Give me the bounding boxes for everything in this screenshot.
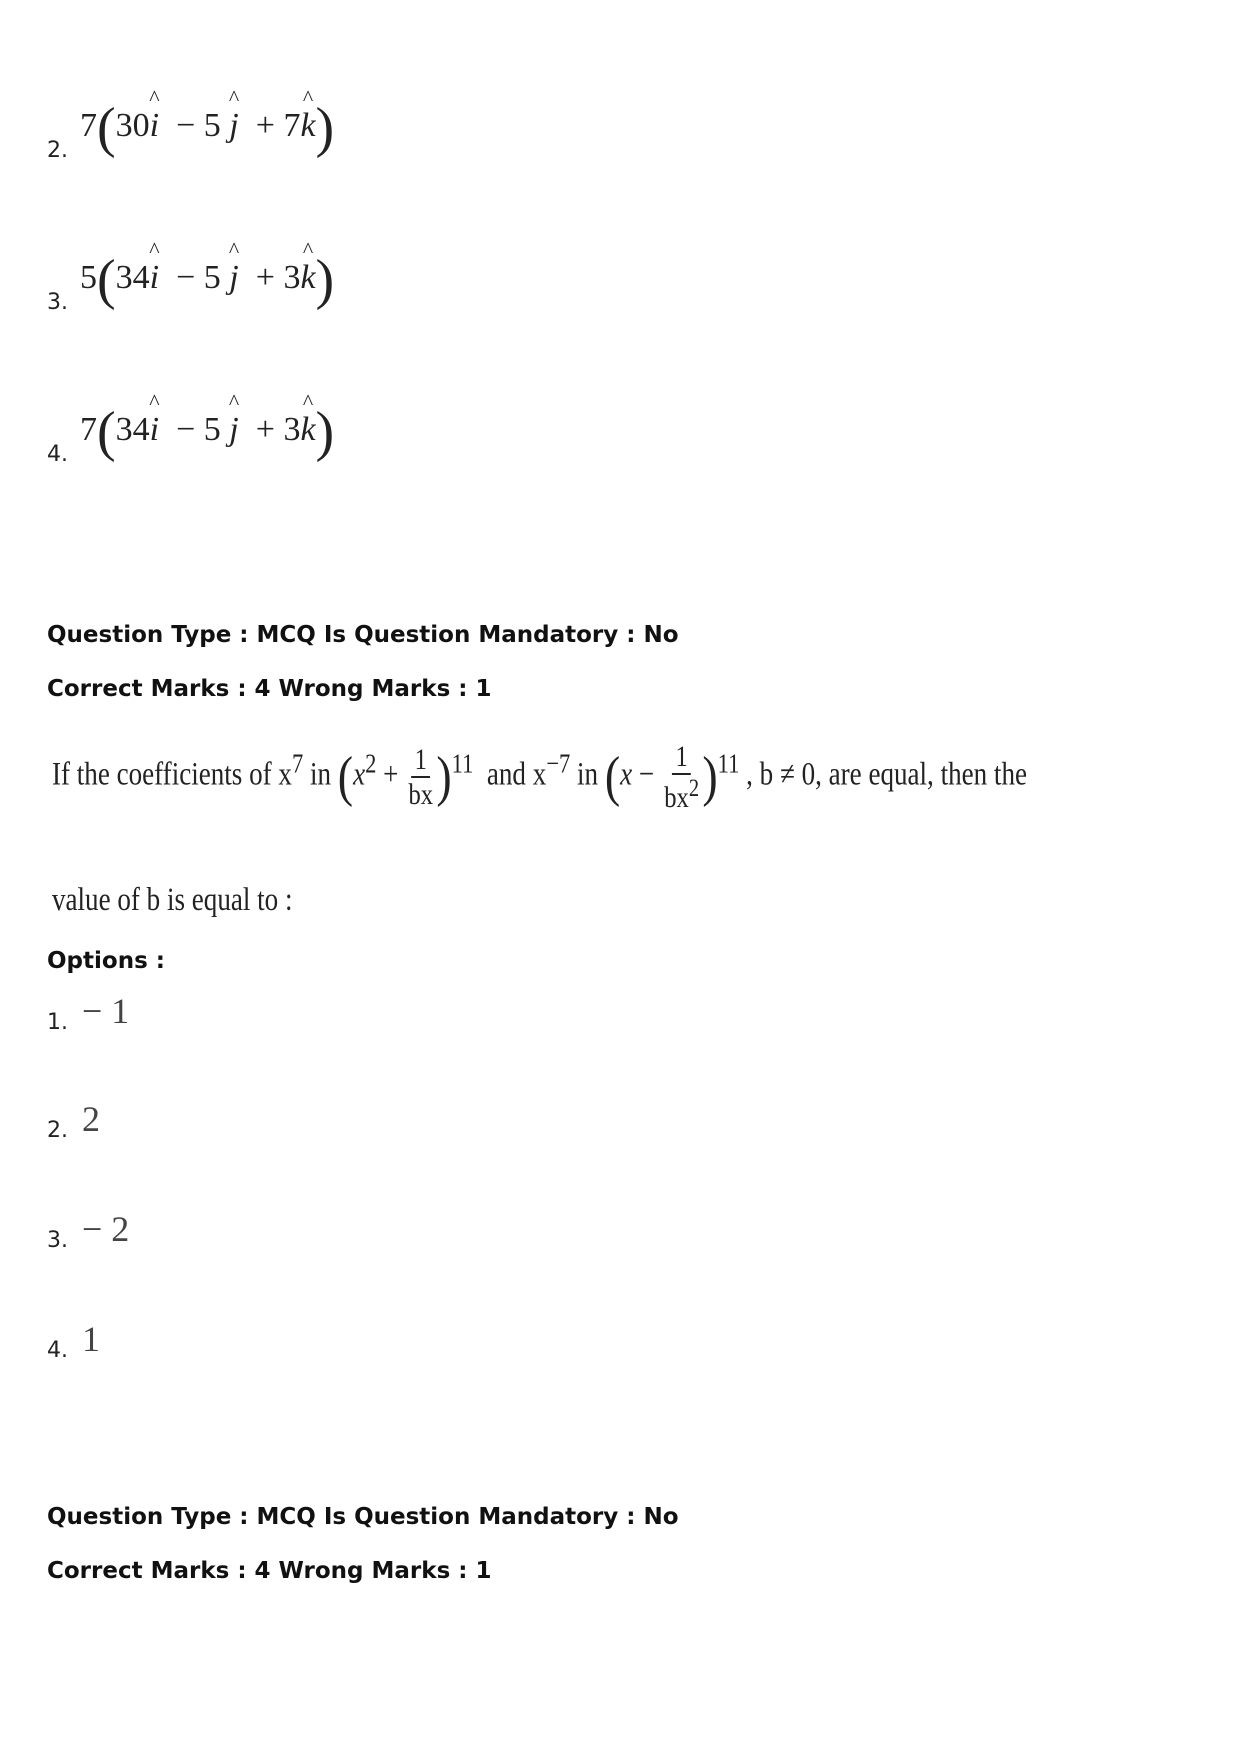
question-text-line-1: If the coefficients of $x^7$ in ($x^2$ + $\frac{1}{bx}$ )$^{11}$ and $x^{-7}$ in (x − $\frac{1}{bx^2}$ )$^{11}$ , b ≠ 0, are equal, then the [52, 740, 1028, 814]
question-type-line: Question Type : MCQ Is Question Mandatory : No [47, 622, 679, 648]
option-number: 1. [47, 1010, 68, 1035]
option-number: 2. [47, 138, 68, 163]
option-number: 2. [47, 1118, 68, 1143]
option-value: 1 [82, 1319, 100, 1359]
option-value: − 2 [82, 1209, 130, 1249]
options-label: Options : [47, 948, 165, 974]
option-vector-expression: 7(30^ i − 5 ^ j + 7^ k) [80, 100, 334, 156]
option-vector-expression: 7(34^ i − 5 ^ j + 3^ k) [80, 404, 334, 460]
option-number: 3. [47, 290, 68, 315]
question-marks-line: Correct Marks : 4 Wrong Marks : 1 [47, 676, 492, 702]
question-text-line-2: value of b is equal to : [52, 882, 293, 918]
option-number: 4. [47, 442, 68, 467]
option-number: 3. [47, 1228, 68, 1253]
question-type-line: Question Type : MCQ Is Question Mandatory : No [47, 1504, 679, 1530]
option-vector-expression: 5(34^ i − 5 ^ j + 3^ k) [80, 252, 334, 308]
question-marks-line: Correct Marks : 4 Wrong Marks : 1 [47, 1558, 492, 1584]
option-number: 4. [47, 1338, 68, 1363]
option-value: 2 [82, 1099, 100, 1139]
option-value: − 1 [82, 991, 130, 1031]
